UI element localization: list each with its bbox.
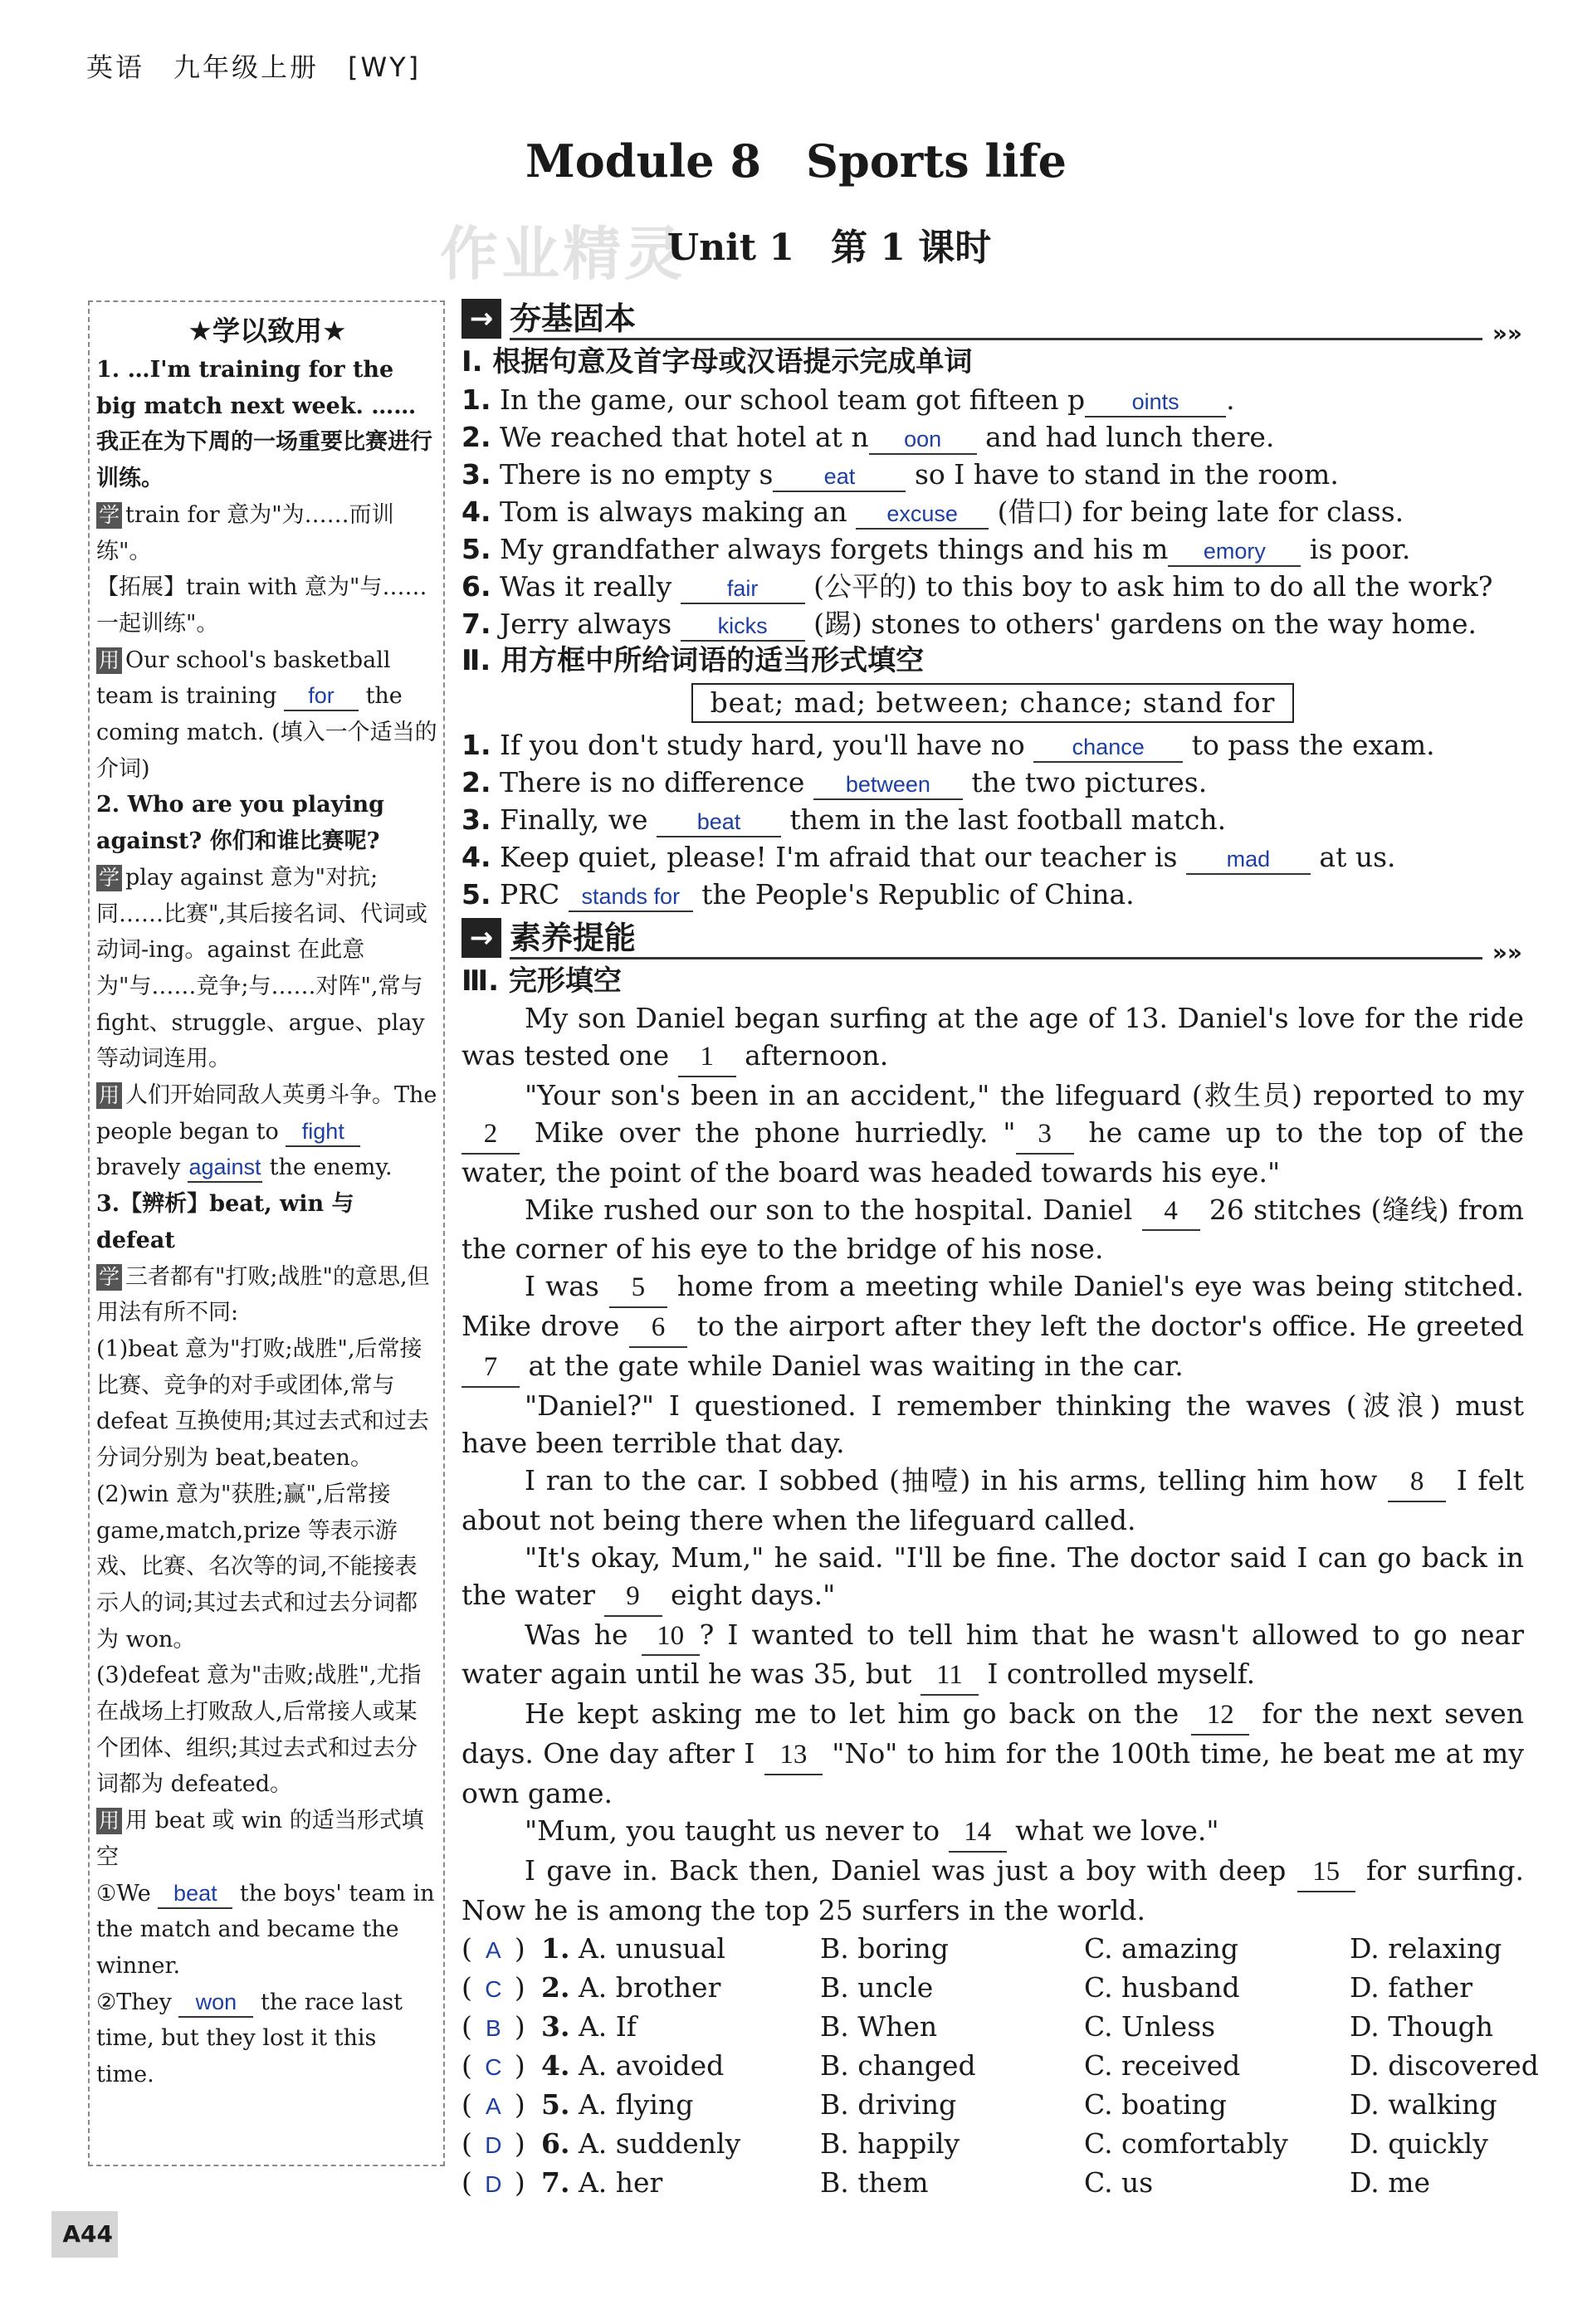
- item-text: and had lunch there.: [976, 421, 1275, 453]
- cloze-blank: 10: [642, 1618, 700, 1657]
- item-text: Jerry always: [491, 608, 681, 640]
- note-study: 学 三者都有"打败;战胜"的意思,但用法有所不同:: [96, 1263, 430, 1326]
- arrow-right-icon: →: [461, 918, 501, 958]
- note-point: (2)win 意为"获胜;赢",后常接 game,match,prize 等表示游戏、比赛、名次等的词,不能接表示人的词;其过去式和过去分词都为 won。: [96, 1481, 418, 1653]
- exercise-line: [461, 568, 1524, 605]
- option-text: A. If: [578, 2009, 637, 2043]
- option-text: A. suddenly: [578, 2126, 741, 2160]
- item-number: 2.: [541, 1970, 570, 2004]
- answer-paren: ( B ): [461, 2008, 541, 2047]
- item-number: 1.: [461, 729, 491, 761]
- cloze-blank: 6: [629, 1309, 687, 1348]
- note-exercise: ②They won the race last time, but they lost it this time.: [96, 1989, 403, 2088]
- exercise-line: [461, 493, 1524, 530]
- module-title: Module 8 Sports life: [525, 134, 1067, 188]
- item-number: 3.: [461, 803, 491, 836]
- option-a: [541, 2047, 724, 2084]
- answer-blank: for: [284, 681, 359, 711]
- cloze-text: I felt about not being there when the lifeguard called.: [461, 1463, 1524, 1536]
- note-exercise: ①We beat the boys' team in the match and became the winner.: [96, 1880, 435, 1979]
- unit-title: Unit 1 第 1 课时: [667, 227, 992, 269]
- arrow-right-icon: →: [461, 299, 501, 339]
- item-number: 2.: [461, 421, 491, 453]
- double-chevron-icon: »»: [1492, 939, 1522, 966]
- item-number: 7.: [541, 2165, 570, 2199]
- answer-blank: mad: [1186, 845, 1311, 875]
- answer-choice: D: [485, 2131, 502, 2158]
- cloze-text: Was he: [525, 1618, 642, 1651]
- item-text: Finally, we: [491, 803, 657, 836]
- item-number: 1.: [461, 383, 491, 416]
- item-text: There is no empty s: [491, 458, 774, 491]
- option-d: D. me: [1350, 2165, 1431, 2199]
- item-text: Was it really: [491, 570, 681, 603]
- section-header-advanced: [461, 915, 1524, 966]
- item-number: 5.: [541, 2087, 570, 2121]
- option-c: C. amazing: [1084, 1931, 1239, 1965]
- cloze-blank: 14: [949, 1814, 1007, 1853]
- cloze-text: I ran to the car. I sobbed (抽噎) in his arms, telling him how: [525, 1463, 1389, 1496]
- option-b: B. happily: [820, 2126, 960, 2160]
- note-point: (3)defeat 意为"击败;战胜",尤指在战场上打败敌人,后常接人或某个团体、组织;其过去式和过去分词都为 defeated。: [96, 1662, 422, 1798]
- option-a: [541, 2086, 693, 2123]
- option-text: A. flying: [578, 2087, 694, 2121]
- answer-blank: oon: [869, 425, 977, 455]
- cloze-blank: 13: [764, 1736, 823, 1775]
- option-a: [541, 2125, 740, 2162]
- option-b: B. driving: [820, 2087, 957, 2121]
- exercise-line: [461, 764, 1524, 801]
- item-text: the People's Republic of China.: [692, 878, 1135, 911]
- answer-choice: C: [485, 2053, 502, 2080]
- cloze-text: at the gate while Daniel was waiting in the car.: [520, 1350, 1184, 1383]
- option-row: [461, 2086, 1524, 2125]
- exercise-line: [461, 801, 1524, 838]
- cloze-text: Mike over the phone hurriedly. ": [520, 1116, 1016, 1149]
- option-text: A. her: [578, 2165, 663, 2199]
- answer-choice: C: [485, 1975, 502, 2002]
- item-text: Tom is always making an: [491, 496, 857, 528]
- cloze-paragraph: [461, 1000, 1524, 1077]
- option-a: [541, 1930, 725, 1967]
- option-b: B. changed: [820, 2048, 976, 2082]
- cloze-text: to the airport after they left the doctor's office. He greeted: [686, 1310, 1524, 1343]
- book-header: 英语 九年级上册 [WY]: [86, 51, 422, 83]
- item-number: 7.: [461, 608, 491, 640]
- main-column: [461, 295, 1539, 2203]
- item-number: 1.: [541, 1931, 570, 1965]
- cloze-text: for surfing. Now he is among the top 25 surfers in the world.: [461, 1853, 1524, 1926]
- answer-blank: oints: [1085, 388, 1226, 417]
- option-text: A. avoided: [578, 2048, 725, 2082]
- answer-blank: eat: [773, 462, 906, 492]
- answer-blank: against: [188, 1153, 262, 1183]
- sidebar-notes: [88, 300, 445, 2166]
- section-title: 素养提能: [510, 920, 637, 956]
- option-b: B. When: [820, 2009, 938, 2043]
- cloze-text: Mike rushed our son to the hospital. Daniel: [525, 1193, 1142, 1226]
- option-d: D. walking: [1350, 2087, 1497, 2121]
- item-text: PRC: [491, 878, 569, 911]
- cloze-paragraph: [461, 1813, 1524, 1853]
- note-use: 用 人们开始同敌人英勇斗争。The people began to fight bravely against the enemy.: [96, 1077, 438, 1186]
- cloze-blank: 5: [609, 1269, 667, 1308]
- item-number: 6.: [541, 2126, 570, 2160]
- note-question: 1. …I'm training for the big match next week. ……我正在为下周的一场重要比赛进行训练。: [96, 357, 432, 492]
- cloze-paragraph: [461, 1696, 1524, 1813]
- cloze-blank: 8: [1388, 1463, 1446, 1502]
- item-text: Keep quiet, please! I'm afraid that our teacher is: [491, 841, 1186, 873]
- cloze-text: eight days.": [662, 1578, 836, 1611]
- item-text: at us.: [1310, 841, 1396, 873]
- answer-blank: stands for: [569, 882, 693, 912]
- answer-blank: fight: [286, 1117, 360, 1147]
- answer-choice: D: [485, 2170, 502, 2197]
- cloze-blank: 9: [604, 1578, 662, 1617]
- answer-paren: ( D ): [461, 2125, 541, 2164]
- option-c: C. comfortably: [1084, 2126, 1288, 2160]
- cloze-text: afternoon.: [735, 1038, 889, 1072]
- cloze-paragraph: [461, 1388, 1524, 1462]
- answer-blank: fair: [681, 574, 805, 604]
- cloze-blank: 12: [1191, 1697, 1249, 1736]
- exercise-line: [461, 726, 1524, 764]
- item-text: the two pictures.: [962, 766, 1208, 798]
- section-header-basic: [461, 295, 1524, 347]
- note-question: 2. Who are you playing against? 你们和谁比赛呢?: [96, 792, 385, 855]
- item-text: so I have to stand in the room.: [906, 458, 1339, 491]
- section-title: 夯基固本: [510, 300, 637, 337]
- use-tag: 用: [96, 1808, 122, 1834]
- answer-blank: beat: [657, 808, 781, 837]
- option-c: C. Unless: [1084, 2009, 1216, 2043]
- item-text: We reached that hotel at n: [491, 421, 869, 453]
- cloze-paragraph: [461, 1540, 1524, 1617]
- answer-paren: ( A ): [461, 1930, 541, 1969]
- cloze-blank: 7: [461, 1349, 520, 1388]
- cloze-text: I was: [525, 1270, 609, 1303]
- answer-paren: ( D ): [461, 2164, 541, 2203]
- answer-blank: between: [813, 770, 963, 800]
- option-row: [461, 2047, 1539, 2086]
- option-d: D. father: [1350, 1970, 1472, 2004]
- cloze-paragraph: [461, 1268, 1524, 1388]
- exercise-line: [461, 418, 1524, 456]
- cloze-paragraph: [461, 1192, 1524, 1269]
- part-heading: Ⅰ. 根据句意及首字母或汉语提示完成单词: [461, 345, 973, 378]
- note-question: 3.【辨析】beat, win 与 defeat: [96, 1191, 354, 1253]
- item-text: (踢) stones to others' gardens on the way home.: [804, 608, 1477, 640]
- answer-blank: kicks: [681, 612, 805, 642]
- option-d: D. quickly: [1350, 2126, 1488, 2160]
- option-c: C. received: [1084, 2048, 1241, 2082]
- watermark: 作业精灵: [440, 220, 686, 288]
- item-number: 5.: [461, 533, 491, 565]
- cloze-text: "It's okay, Mum," he said. "I'll be fine. The doctor said I can go back in the water: [461, 1540, 1524, 1611]
- double-chevron-icon: »»: [1492, 320, 1522, 347]
- item-text: There is no difference: [491, 766, 813, 798]
- item-text: them in the last football match.: [780, 803, 1227, 836]
- option-d: D. discovered: [1350, 2048, 1539, 2082]
- cloze-paragraph: [461, 1853, 1524, 1930]
- page-number: A44: [51, 2211, 118, 2258]
- cloze-text: what we love.": [1006, 1814, 1219, 1848]
- option-row: [461, 2008, 1524, 2047]
- answer-blank: chance: [1033, 733, 1183, 763]
- part-heading: Ⅲ. 完形填空: [461, 964, 622, 998]
- item-text: In the game, our school team got fifteen p: [491, 383, 1086, 416]
- cloze-text: he came up to the top of the water, the point of the board was headed towards his eye.": [461, 1116, 1524, 1189]
- study-tag: 学: [96, 1264, 122, 1291]
- item-number: 6.: [461, 570, 491, 603]
- cloze-paragraph: [461, 1617, 1524, 1697]
- cloze-text: "Daniel?" I questioned. I remember thinking the waves (波浪) must have been terrible that day.: [461, 1389, 1524, 1459]
- cloze-text: "Your son's been in an accident," the lifeguard (救生员) reported to my: [525, 1078, 1524, 1111]
- option-row: [461, 1930, 1524, 1969]
- option-row: [461, 2125, 1524, 2164]
- answer-blank: beat: [158, 1879, 232, 1909]
- option-d: D. Though: [1350, 2009, 1494, 2043]
- option-b: B. them: [820, 2165, 929, 2199]
- cloze-blank: 4: [1142, 1193, 1200, 1232]
- answer-paren: ( C ): [461, 2047, 541, 2086]
- option-d: D. relaxing: [1350, 1931, 1502, 1965]
- cloze-text: home from a meeting while Daniel's eye was being stitched. Mike drove: [461, 1270, 1524, 1343]
- note-point: (1)beat 意为"打败;战胜",后常接比赛、竞争的对手或团体,常与 defeat 互换使用;其过去式和过去分词分别为 beat,beaten。: [96, 1335, 429, 1472]
- sidebar-heading: ★学以致用★: [188, 315, 347, 347]
- answer-blank: won: [178, 1988, 253, 2018]
- note-study: 学 play against 意为"对抗;同……比赛",其后接名词、代词或动词-ing。against 在此意为"与……竞争;与……对阵",常与 fight、struggle、argue、play 等动词连用。: [96, 864, 428, 1072]
- option-text: A. unusual: [578, 1931, 725, 1965]
- cloze-text: "No" to him for the 100th time, he beat me at my own game.: [461, 1737, 1524, 1810]
- cloze-text: "Mum, you taught us never to: [525, 1814, 949, 1848]
- cloze-blank: 15: [1297, 1853, 1355, 1892]
- cloze-blank: 11: [921, 1657, 979, 1696]
- use-tag: 用: [96, 1082, 122, 1109]
- answer-paren: ( C ): [461, 1969, 541, 2008]
- cloze-text: 26 stitches (缝线) from the corner of his eye to the bridge of his nose.: [461, 1193, 1524, 1266]
- part-heading: Ⅱ. 用方框中所给词语的适当形式填空: [461, 644, 925, 677]
- cloze-blank: 1: [678, 1038, 736, 1077]
- use-tag: 用: [96, 647, 122, 674]
- answer-blank: emory: [1168, 537, 1301, 567]
- exercise-line: [461, 605, 1524, 642]
- cloze-blank: 2: [461, 1116, 520, 1155]
- item-number: 4.: [541, 2048, 570, 2082]
- note-extend: 【拓展】train with 意为"与……一起训练"。: [96, 574, 427, 637]
- exercise-line: [461, 530, 1524, 568]
- item-text: (借口) for being late for class.: [989, 496, 1404, 528]
- option-row: [461, 2164, 1524, 2203]
- option-row: [461, 1969, 1524, 2008]
- exercise-line: [461, 876, 1524, 913]
- cloze-text: He kept asking me to let him go back on the: [525, 1697, 1192, 1731]
- study-tag: 学: [96, 502, 122, 529]
- cloze-paragraph: [461, 1077, 1524, 1192]
- cloze-text: ? I wanted to tell him that he wasn't allowed to go near water again until he was 35, but: [461, 1618, 1524, 1691]
- note-use: 用 Our school's basketball team is training for the coming match. (填入一个适当的介词): [96, 647, 437, 782]
- item-number: 4.: [461, 841, 491, 873]
- option-a: [541, 1969, 720, 2006]
- item-text: If you don't study hard, you'll have no: [491, 729, 1034, 761]
- item-text: (公平的) to this boy to ask him to do all the work?: [804, 570, 1493, 603]
- cloze-text: I gave in. Back then, Daniel was just a boy with deep: [525, 1853, 1297, 1887]
- option-text: A. brother: [578, 1970, 721, 2004]
- item-number: 3.: [541, 2009, 570, 2043]
- answer-paren: ( A ): [461, 2086, 541, 2125]
- answer-choice: A: [486, 2092, 501, 2119]
- exercise-line: [461, 838, 1524, 876]
- cloze-text: My son Daniel began surfing at the age of 13. Daniel's love for the ride was tested one: [461, 1002, 1524, 1072]
- option-a: [541, 2164, 662, 2201]
- item-text: is poor.: [1301, 533, 1411, 565]
- note-use: 用 用 beat 或 win 的适当形式填空: [96, 1808, 424, 1870]
- option-b: B. uncle: [820, 1970, 934, 2004]
- cloze-blank: 3: [1016, 1116, 1074, 1155]
- answer-blank: excuse: [856, 500, 989, 530]
- cloze-text: I controlled myself.: [978, 1658, 1256, 1691]
- item-number: 3.: [461, 458, 491, 491]
- option-c: C. husband: [1084, 1970, 1240, 2004]
- item-text: to pass the exam.: [1183, 729, 1435, 761]
- item-number: 2.: [461, 766, 491, 798]
- study-tag: 学: [96, 865, 122, 891]
- note-study: 学 train for 意为"为……而训练"。: [96, 501, 394, 564]
- cloze-paragraph: [461, 1462, 1524, 1540]
- item-text: My grandfather always forgets things and his m: [491, 533, 1169, 565]
- answer-choice: A: [486, 1936, 501, 1963]
- option-c: C. us: [1084, 2165, 1154, 2199]
- item-text: .: [1226, 383, 1235, 416]
- item-number: 4.: [461, 496, 491, 528]
- word-box: beat; mad; between; chance; stand for: [691, 683, 1294, 723]
- option-a: [541, 2008, 637, 2045]
- option-b: B. boring: [820, 1931, 949, 1965]
- cloze-text: for the next seven days. One day after I: [461, 1697, 1524, 1770]
- item-number: 5.: [461, 878, 491, 911]
- exercise-line: [461, 381, 1524, 418]
- exercise-line: [461, 456, 1524, 493]
- option-c: C. boating: [1084, 2087, 1227, 2121]
- answer-choice: B: [486, 2014, 501, 2041]
